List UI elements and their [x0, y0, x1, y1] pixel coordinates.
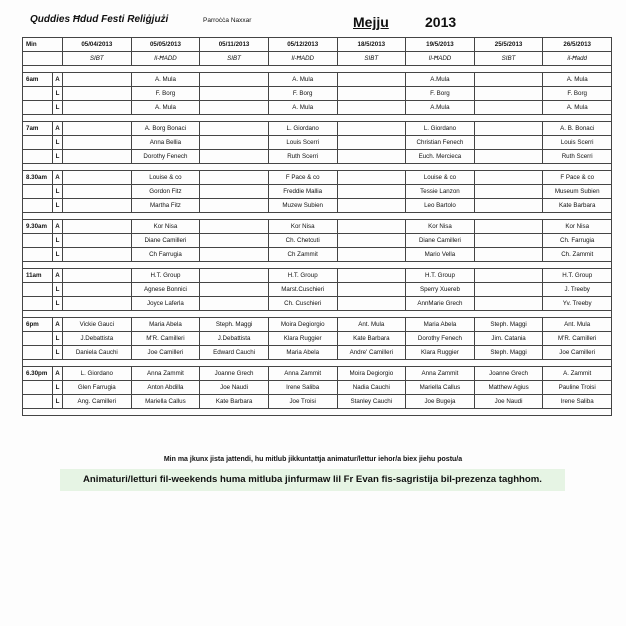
volunteer-cell — [200, 122, 269, 136]
volunteer-cell — [474, 101, 543, 115]
volunteer-cell: Kor Nisa — [543, 220, 612, 234]
volunteer-cell: Andre' Camilleri — [337, 346, 406, 360]
volunteer-cell: H.T. Group — [268, 269, 337, 283]
date-header: 05/04/2013 — [63, 38, 132, 52]
volunteer-cell: AnnMarie Grech — [406, 297, 475, 311]
day-header: Il-ĦADD — [406, 52, 475, 66]
volunteer-cell: Vickie Gauci — [63, 318, 132, 332]
volunteer-cell — [474, 150, 543, 164]
day-header: Il-ĦADD — [131, 52, 200, 66]
volunteer-cell: Kor Nisa — [131, 220, 200, 234]
volunteer-cell: Ch. Cuschieri — [268, 297, 337, 311]
volunteer-cell: Tessie Lanzon — [406, 185, 475, 199]
volunteer-cell — [200, 136, 269, 150]
volunteer-cell — [337, 73, 406, 87]
volunteer-cell: Kor Nisa — [268, 220, 337, 234]
role-type: L — [53, 87, 63, 101]
volunteer-cell: Irene Saliba — [543, 395, 612, 409]
volunteer-cell: Museum Subien — [543, 185, 612, 199]
volunteer-cell: H.T. Group — [543, 269, 612, 283]
volunteer-cell: Ruth Scerri — [543, 150, 612, 164]
volunteer-cell: Joanne Grech — [200, 367, 269, 381]
day-header: SIBT — [337, 52, 406, 66]
volunteer-cell — [200, 87, 269, 101]
role-type: A — [53, 171, 63, 185]
table-row — [23, 332, 612, 346]
volunteer-cell: Matthew Agius — [474, 381, 543, 395]
volunteer-cell — [474, 171, 543, 185]
volunteer-cell — [337, 234, 406, 248]
volunteer-cell — [63, 73, 132, 87]
table-row — [23, 269, 612, 283]
table-row — [23, 346, 612, 360]
volunteer-cell: Edward Cauchi — [200, 346, 269, 360]
volunteer-cell: Dorothy Fenech — [131, 150, 200, 164]
table-row — [23, 220, 612, 234]
spacer-cell — [23, 262, 612, 269]
volunteer-cell — [200, 101, 269, 115]
date-header: 19/5/2013 — [406, 38, 475, 52]
volunteer-cell — [474, 185, 543, 199]
year-label: 2013 — [425, 14, 457, 30]
month-label: Mejju — [353, 14, 389, 30]
table-row — [23, 185, 612, 199]
date-header-row — [23, 38, 612, 52]
document-title: Quddies Ħdud Festi Reliġjużi — [30, 14, 169, 25]
table-row — [23, 283, 612, 297]
volunteer-cell — [200, 150, 269, 164]
volunteer-cell — [337, 199, 406, 213]
role-type: L — [53, 381, 63, 395]
volunteer-cell — [200, 171, 269, 185]
volunteer-cell: Kor Nisa — [406, 220, 475, 234]
volunteer-cell: A. Mula — [543, 73, 612, 87]
spacer-cell — [23, 311, 612, 318]
table-row — [23, 101, 612, 115]
volunteer-cell — [337, 248, 406, 262]
mass-time: 6pm — [23, 318, 53, 332]
volunteer-cell: Louis Scerri — [543, 136, 612, 150]
mass-time — [23, 87, 53, 101]
volunteer-cell: Jim. Catania — [474, 332, 543, 346]
volunteer-cell: Dorothy Fenech — [406, 332, 475, 346]
volunteer-cell: A.Mula — [406, 101, 475, 115]
volunteer-cell — [337, 122, 406, 136]
volunteer-cell: Anna Zammit — [406, 367, 475, 381]
volunteer-cell — [474, 122, 543, 136]
volunteer-cell — [63, 269, 132, 283]
volunteer-cell: Ch Farrugia — [131, 248, 200, 262]
time-column-header: Min — [23, 38, 63, 52]
volunteer-cell — [200, 73, 269, 87]
volunteer-cell: H.T. Group — [131, 269, 200, 283]
volunteer-cell: H.T. Group — [406, 269, 475, 283]
date-header: 25/5/2013 — [474, 38, 543, 52]
date-header: 05/12/2013 — [268, 38, 337, 52]
volunteer-cell: Anna Bellia — [131, 136, 200, 150]
date-header: 05/11/2013 — [200, 38, 269, 52]
table-row — [23, 395, 612, 409]
volunteer-cell: F. Borg — [543, 87, 612, 101]
volunteer-cell: L. Giordano — [268, 122, 337, 136]
date-header: 26/5/2013 — [543, 38, 612, 52]
mass-time — [23, 150, 53, 164]
day-header-row — [23, 52, 612, 66]
volunteer-cell: Ruth Scerri — [268, 150, 337, 164]
volunteer-cell — [63, 234, 132, 248]
volunteer-cell — [337, 171, 406, 185]
spacer-cell — [23, 213, 612, 220]
mass-time — [23, 297, 53, 311]
mass-time: 6.30pm — [23, 367, 53, 381]
volunteer-cell: Joe Troisi — [268, 395, 337, 409]
volunteer-cell: L. Giordano — [63, 367, 132, 381]
volunteer-cell — [474, 220, 543, 234]
volunteer-cell: J.Debattista — [200, 332, 269, 346]
substitution-note: Min ma jkunx jista jattendi, hu mitlub jikkuntattja animatur/lettur iehor/a biex jiehu postu/a — [163, 456, 463, 463]
volunteer-cell: Diane Camilleri — [406, 234, 475, 248]
volunteer-cell — [200, 220, 269, 234]
mass-time: 8.30am — [23, 171, 53, 185]
volunteer-cell: Joe Bugeja — [406, 395, 475, 409]
volunteer-cell: Glen Farrugia — [63, 381, 132, 395]
mass-time — [23, 199, 53, 213]
volunteer-cell: J.Debattista — [63, 332, 132, 346]
spacer-cell — [23, 409, 612, 416]
volunteer-cell: Ang. Camilleri — [63, 395, 132, 409]
volunteer-cell — [474, 248, 543, 262]
role-type: L — [53, 199, 63, 213]
volunteer-cell: Ant. Mula — [337, 318, 406, 332]
date-header: 05/05/2013 — [131, 38, 200, 52]
mass-time: 11am — [23, 269, 53, 283]
spacer-cell — [23, 164, 612, 171]
volunteer-cell: F. Borg — [131, 87, 200, 101]
table-row — [23, 73, 612, 87]
role-type: A — [53, 367, 63, 381]
volunteer-cell: Louise & co — [406, 171, 475, 185]
volunteer-cell: A. B. Bonaci — [543, 122, 612, 136]
volunteer-cell: Anna Zammit — [268, 367, 337, 381]
role-type: L — [53, 346, 63, 360]
day-header: SIBT — [474, 52, 543, 66]
mass-time — [23, 395, 53, 409]
parish-name: Parroċċa Naxxar — [203, 17, 252, 24]
role-type: L — [53, 297, 63, 311]
table-row — [23, 87, 612, 101]
volunteer-cell: Freddie Mallia — [268, 185, 337, 199]
table-row — [23, 367, 612, 381]
volunteer-cell — [63, 87, 132, 101]
spacer-row — [23, 409, 612, 416]
volunteer-cell: A. Mula — [131, 73, 200, 87]
volunteer-cell: F Pace & co — [543, 171, 612, 185]
role-type: A — [53, 122, 63, 136]
volunteer-cell: Mariella Callus — [406, 381, 475, 395]
mass-time — [23, 332, 53, 346]
volunteer-cell — [474, 283, 543, 297]
volunteer-cell: Daniela Cauchi — [63, 346, 132, 360]
table-row — [23, 381, 612, 395]
volunteer-cell: Moira Degiorgio — [337, 367, 406, 381]
spacer-row — [23, 66, 612, 73]
volunteer-cell: A.Mula — [406, 73, 475, 87]
volunteer-cell — [474, 234, 543, 248]
role-type: L — [53, 283, 63, 297]
volunteer-cell — [200, 269, 269, 283]
volunteer-cell: Marst.Cuschieri — [268, 283, 337, 297]
mass-time — [23, 381, 53, 395]
volunteer-cell — [63, 171, 132, 185]
volunteer-cell — [200, 297, 269, 311]
role-type: A — [53, 73, 63, 87]
spacer-cell — [23, 360, 612, 367]
volunteer-cell: Ch Zammit — [268, 248, 337, 262]
table-row — [23, 150, 612, 164]
volunteer-cell: M'R. Camilleri — [543, 332, 612, 346]
volunteer-cell: A. Zammit — [543, 367, 612, 381]
volunteer-cell: Steph. Maggi — [200, 318, 269, 332]
table-row — [23, 122, 612, 136]
spacer-row — [23, 311, 612, 318]
volunteer-cell: Yv. Treeby — [543, 297, 612, 311]
volunteer-cell: Ant. Mula — [543, 318, 612, 332]
role-type: L — [53, 185, 63, 199]
volunteer-cell: Moira Degiorgio — [268, 318, 337, 332]
volunteer-cell: Pauline Troisi — [543, 381, 612, 395]
volunteer-cell: Muzew Subien — [268, 199, 337, 213]
volunteer-cell: Agnese Bonnici — [131, 283, 200, 297]
volunteer-cell — [63, 283, 132, 297]
role-type: A — [53, 269, 63, 283]
role-type: L — [53, 150, 63, 164]
volunteer-cell: F. Borg — [268, 87, 337, 101]
mass-time: 6am — [23, 73, 53, 87]
spacer-cell — [23, 66, 612, 73]
role-type: L — [53, 248, 63, 262]
volunteer-cell: Kate Barbara — [337, 332, 406, 346]
volunteer-cell: Klara Ruggier — [406, 346, 475, 360]
table-row — [23, 199, 612, 213]
volunteer-cell: Louise & co — [131, 171, 200, 185]
volunteer-cell: Joanne Grech — [474, 367, 543, 381]
volunteer-cell: Christian Fenech — [406, 136, 475, 150]
volunteer-cell: F. Borg — [406, 87, 475, 101]
volunteer-cell — [200, 234, 269, 248]
volunteer-cell: A. Borg Bonaci — [131, 122, 200, 136]
table-row — [23, 297, 612, 311]
mass-time — [23, 248, 53, 262]
spacer-row — [23, 262, 612, 269]
volunteer-cell: Ch. Chetcuti — [268, 234, 337, 248]
day-header: Il-ĦADD — [268, 52, 337, 66]
role-type: L — [53, 136, 63, 150]
volunteer-cell — [200, 283, 269, 297]
table-row — [23, 248, 612, 262]
spacer-row — [23, 115, 612, 122]
table-row — [23, 136, 612, 150]
volunteer-cell — [63, 185, 132, 199]
volunteer-cell: Nadia Cauchi — [337, 381, 406, 395]
mass-time — [23, 346, 53, 360]
mass-time — [23, 185, 53, 199]
volunteer-cell: Steph. Maggi — [474, 346, 543, 360]
volunteer-cell — [63, 297, 132, 311]
volunteer-cell — [337, 283, 406, 297]
role-type: L — [53, 395, 63, 409]
volunteer-cell: Steph. Maggi — [474, 318, 543, 332]
day-header: il-Ħadd — [543, 52, 612, 66]
spacer-cell — [23, 115, 612, 122]
date-header: 18/5/2013 — [337, 38, 406, 52]
volunteer-cell: Joe Naudi — [200, 381, 269, 395]
volunteer-cell: Anton Abdilla — [131, 381, 200, 395]
volunteer-cell: Ch. Farrugia — [543, 234, 612, 248]
mass-time — [23, 283, 53, 297]
volunteer-cell: Kate Barbara — [200, 395, 269, 409]
rota-table — [22, 37, 612, 416]
volunteer-cell — [474, 136, 543, 150]
volunteer-cell: Leo Bartolo — [406, 199, 475, 213]
volunteer-cell — [337, 269, 406, 283]
volunteer-cell: L. Giordano — [406, 122, 475, 136]
volunteer-cell — [200, 199, 269, 213]
volunteer-cell: Anna Zammit — [131, 367, 200, 381]
mass-time — [23, 101, 53, 115]
volunteer-cell — [337, 150, 406, 164]
volunteer-cell: A. Mula — [268, 101, 337, 115]
volunteer-cell — [474, 87, 543, 101]
volunteer-cell: Joyce Laferla — [131, 297, 200, 311]
spacer-row — [23, 360, 612, 367]
role-type: L — [53, 101, 63, 115]
volunteer-cell — [337, 185, 406, 199]
volunteer-cell — [474, 269, 543, 283]
volunteer-cell: Euch. Mercieca — [406, 150, 475, 164]
volunteer-cell — [200, 185, 269, 199]
volunteer-cell — [63, 150, 132, 164]
volunteer-cell: F Pace & co — [268, 171, 337, 185]
volunteer-cell: Joe Naudi — [474, 395, 543, 409]
volunteer-cell: Kate Barbara — [543, 199, 612, 213]
volunteer-cell — [63, 199, 132, 213]
volunteer-cell: Mariella Callus — [131, 395, 200, 409]
volunteer-cell: A. Mula — [131, 101, 200, 115]
mass-time: 9.30am — [23, 220, 53, 234]
spacer-row — [23, 213, 612, 220]
volunteer-cell: Martha Fitz — [131, 199, 200, 213]
volunteer-cell: J. Treeby — [543, 283, 612, 297]
volunteer-cell — [63, 248, 132, 262]
volunteer-cell: Irene Saliba — [268, 381, 337, 395]
volunteer-cell: Klara Ruggier — [268, 332, 337, 346]
volunteer-cell: Diane Camilleri — [131, 234, 200, 248]
mass-time — [23, 136, 53, 150]
volunteer-cell — [63, 220, 132, 234]
role-type: A — [53, 220, 63, 234]
volunteer-cell: Louis Scerri — [268, 136, 337, 150]
day-header-spacer — [23, 52, 63, 66]
role-type: L — [53, 332, 63, 346]
volunteer-cell: Maria Abela — [406, 318, 475, 332]
weekend-note: Animaturi/letturi fil-weekends huma mitluba jinfurmaw lil Fr Evan fis-sagristija bil-prezenza taghhom. — [60, 469, 565, 491]
volunteer-cell — [337, 87, 406, 101]
volunteer-cell: Maria Abela — [268, 346, 337, 360]
table-row — [23, 171, 612, 185]
volunteer-cell — [474, 199, 543, 213]
volunteer-cell: Joe Camilleri — [131, 346, 200, 360]
volunteer-cell: Mario Vella — [406, 248, 475, 262]
volunteer-cell — [337, 297, 406, 311]
table-row — [23, 318, 612, 332]
volunteer-cell: Gordon Fitz — [131, 185, 200, 199]
volunteer-cell — [200, 248, 269, 262]
volunteer-cell: A. Mula — [268, 73, 337, 87]
volunteer-cell: Stanley Cauchi — [337, 395, 406, 409]
volunteer-cell — [63, 101, 132, 115]
volunteer-cell: A. Mula — [543, 101, 612, 115]
mass-time: 7am — [23, 122, 53, 136]
volunteer-cell: Maria Abela — [131, 318, 200, 332]
volunteer-cell — [337, 220, 406, 234]
volunteer-cell: M'R. Camilleri — [131, 332, 200, 346]
day-header: SIBT — [200, 52, 269, 66]
volunteer-cell: Ch. Zammit — [543, 248, 612, 262]
volunteer-cell — [337, 136, 406, 150]
spacer-row — [23, 164, 612, 171]
day-header: SIBT — [63, 52, 132, 66]
role-type: A — [53, 318, 63, 332]
volunteer-cell — [63, 136, 132, 150]
role-type: L — [53, 234, 63, 248]
mass-time — [23, 234, 53, 248]
volunteer-cell — [474, 73, 543, 87]
volunteer-cell: Sperry Xuereb — [406, 283, 475, 297]
volunteer-cell — [337, 101, 406, 115]
volunteer-cell: Joe Camilleri — [543, 346, 612, 360]
volunteer-cell — [63, 122, 132, 136]
table-row — [23, 234, 612, 248]
volunteer-cell — [474, 297, 543, 311]
